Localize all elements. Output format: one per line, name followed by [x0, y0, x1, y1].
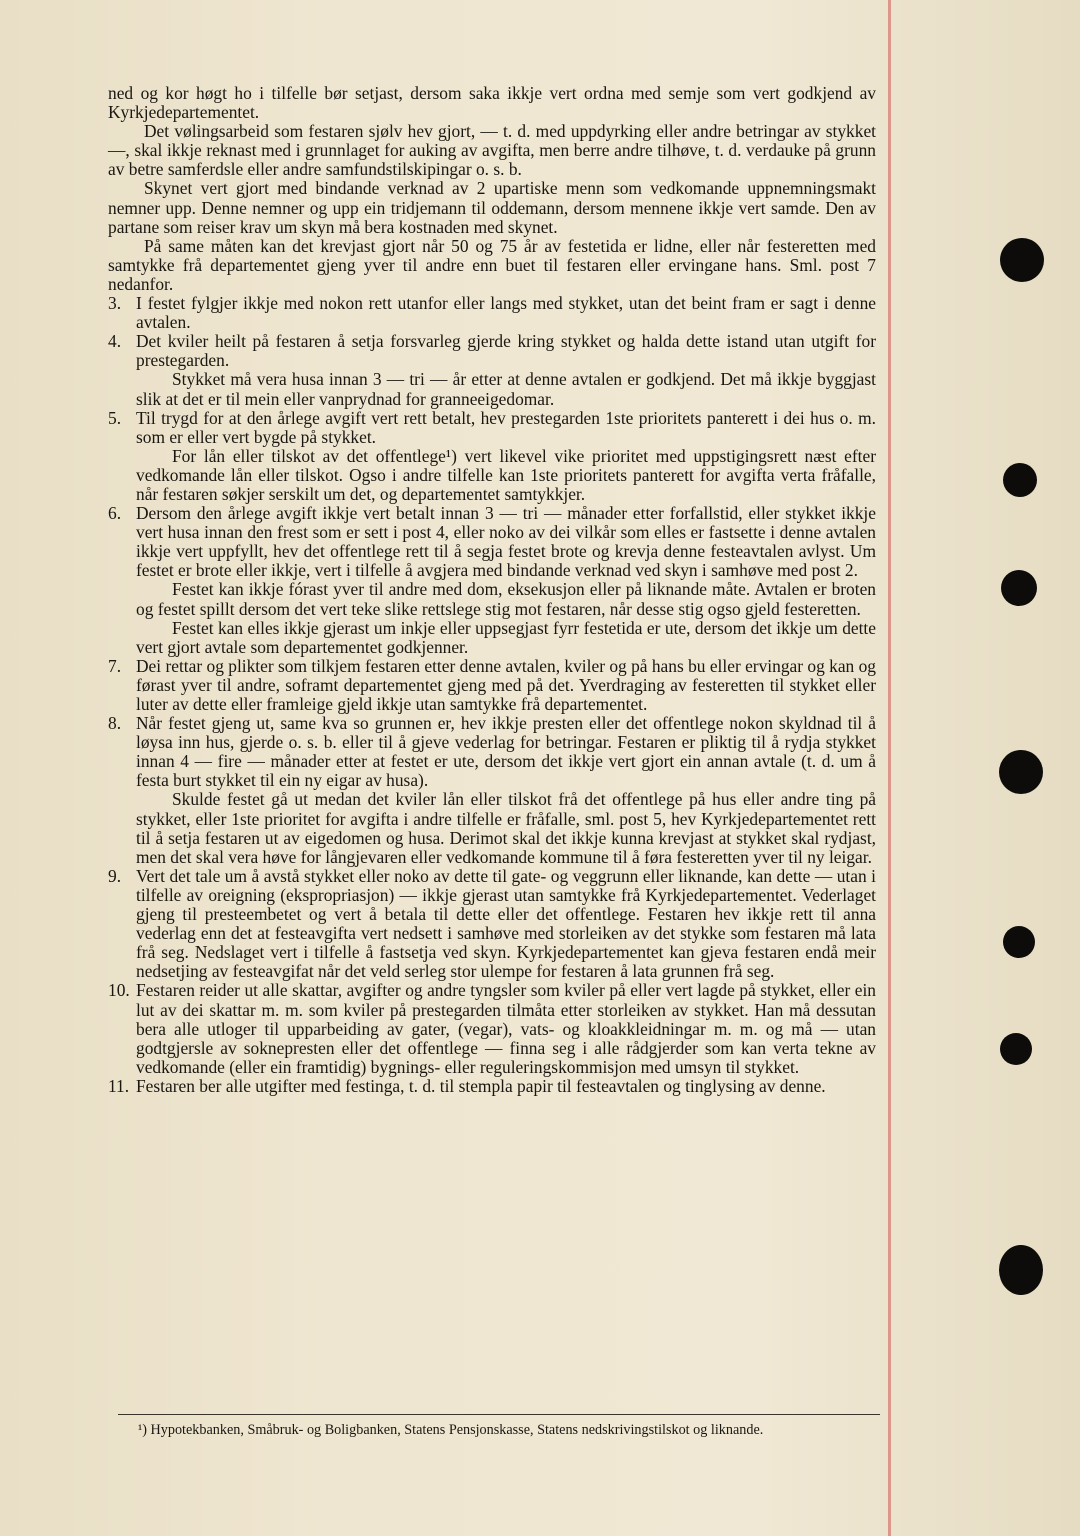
paragraph: ned og kor høgt ho i tilfelle bør setjast, dersom saka ikkje vert ordna med semje som vert godkjend av Kyrkjedepartementet. [108, 83, 876, 123]
item-number: 3. [108, 293, 122, 314]
item-text: Til trygd for at den årlege avgift vert rett betalt, hev prestegarden 1ste prioritets panterett i dei hus o. m. som er eller vert bygde på stykket. [136, 407, 876, 447]
punch-hole [1000, 1033, 1032, 1065]
footnote-text: Hypotekbanken, Småbruk- og Boligbanken, Statens Pensjonskasse, Statens nedskrivingstilskot og liknande. [150, 1422, 764, 1438]
item-number: 9. [108, 865, 122, 886]
item-subparagraph: Festet kan elles ikkje gjerast um inkje eller uppsegjast fyrr festetida er ute, dersom det ikkje um dette vert gjort avtale som departementet godkjenner. [136, 617, 876, 657]
paragraph: På same måten kan det krevjast gjort når 50 og 75 år av festetida er lidne, eller når festeretten med samtykke frå departementet gjeng yver til andre enn buet til festaren eller ervingane hans. Sml. post 7 nedanfor. [108, 235, 876, 294]
numbered-item [108, 714, 876, 790]
item-number: 4. [108, 331, 122, 352]
margin-rule [888, 0, 891, 1536]
footnote-marker: ¹) [138, 1422, 147, 1438]
punch-hole [999, 1245, 1043, 1295]
item-subparagraph: Skulde festet gå ut medan det kviler lån eller tilskot frå det offentlege på hus eller andre ting på stykket, eller 1ste prioritet for avgifta i andre tilfelle er fråfalle, sml. post 5, hev Kyrkjedepartementet rett til å setja festaren ut av eigedomen og husa. Derimot skal det ikkje kunna krevjast at stykket skal rydjast, men det skal vera høve for långjevaren eller vedkomande kommune til å føra festeretten yver til ny leigar. [136, 789, 876, 867]
numbered-item [108, 504, 876, 580]
item-number: 8. [108, 713, 122, 734]
numbered-item [108, 867, 876, 982]
item-text: Når festet gjeng ut, same kva so grunnen er, hev ikkje presten eller det offentlege nokon skyldnad til å løysa inn hus, gjerde o. s. b. eller til å gjeve vederlag for betringar. Festaren er pliktig til å rydja stykket innan 4 — fire — månader etter at festet er ute, dersom det ikkje vert gjort ein annan avtale (t. d. um å festa burt stykket til ein ny eigar av husa). [136, 713, 876, 791]
paragraph: Skynet vert gjort med bindande verknad av 2 upartiske menn som vedkomande uppnemningsmakt nemner upp. Denne nemner og upp ein tridjemann til oddemann, dersom mennene ikkje vert samde. Den av partane som reiser krav um skyn må bera kostnaden med skynet. [108, 178, 876, 237]
item-number: 7. [108, 655, 122, 676]
numbered-item [108, 294, 876, 332]
item-text: Dersom den årlege avgift ikkje vert betalt innan 3 — tri — månader etter forfallstid, eller stykket ikkje vert husa innan den frest som er sett i post 4, eller noko av dei vilkår som elles er fastsette i denne avtalen ikkje vert uppfyllt, hev det offentlege rett til å segja festet brote og krevja denne festeavtalen avlyst. Um festet er brote eller ikkje, vert i tilfelle å avgjera med bindande verknad ved skyn i samhøve med post 2. [136, 503, 876, 581]
item-text: Festaren reider ut alle skattar, avgifter og andre tyngsler som kviler på eller vert lagde på stykket, eller ein lut av dei skattar m. m. som kviler på prestegarden tilmåta etter storleiken av stykket. Han må dessutan bera alle utloger til upparbeiding av gater, (vegar), vats- og kloakkleidningar m. m. og må — utan godtgjersle av soknepresten eller det offentlege — finna seg i alle rådgjerder som kan verta tekne av vedkomande (eller ein framtidig) bygnings- eller reguleringskommisjon med umsyn til stykket. [136, 980, 876, 1077]
item-number: 10. [108, 980, 130, 1001]
numbered-item [108, 332, 876, 370]
footnote-rule [118, 1414, 880, 1415]
item-text: Vert det tale um å avstå stykket eller noko av dette til gate- og veggrunn eller liknande, kan dette — utan i tilfelle av oreigning (ekspropriasjon) — ikkje gjerast utan samtykke frå Kyrkjedepartementet. Vederlaget gjeng til presteembetet og vert å betala til dette eller det offentlege. Festaren hev ikkje rett til anna vederlag enn det at festeavgifta vert nedsett i samhøve med storleiken av det stykke som festaren må lata frå seg. Nedslaget vert i tilfelle å fastsetja ved skyn. Kyrkjedepartementet kan gjeva festaren endå meir nedsetjing av festeavgifat når det veld serleg stor ulempe for festaren å lata grunnen frå seg. [136, 865, 876, 982]
numbered-item [108, 657, 876, 714]
item-number: 5. [108, 407, 122, 428]
punch-hole [999, 750, 1043, 794]
item-text: Det kviler heilt på festaren å setja forsvarleg gjerde kring stykket og halda dette istand utan utgift for prestegarden. [136, 331, 876, 371]
punch-hole [1001, 570, 1037, 606]
numbered-item [108, 1077, 876, 1096]
item-text: I festet fylgjer ikkje med nokon rett utanfor eller langs med stykket, utan det beint fram er sagt i denne avtalen. [136, 293, 876, 333]
numbered-item [108, 409, 876, 447]
item-text: Dei rettar og plikter som tilkjem festaren etter denne avtalen, kviler og på hans bu eller ervingar og kan og førast yver til andre, soframt departementet gjeng med på det. Yverdraging av festeretten til stykket eller luter av dette eller framleige gjeld ikkje utan samtykke frå departementet. [136, 655, 876, 714]
item-number: 11. [108, 1075, 130, 1096]
punch-hole [1003, 926, 1035, 958]
item-subparagraph: Festet kan ikkje fórast yver til andre med dom, eksekusjon eller på liknande måte. Avtalen er broten og festet spillt dersom det vert teke slike rettslege stig mot festaren, når desse stig ogso gjeld festeretten. [136, 579, 876, 619]
footnote [138, 1421, 878, 1439]
paragraph: Det vølingsarbeid som festaren sjølv hev gjort, — t. d. med uppdyrking eller andre betringar av stykket —, skal ikkje reknast med i grunnlaget for auking av avgifta, men berre andre tilhøve, t. d. verdauke på grunn av betre samferdsle eller andre samfundstilskipingar o. s. b. [108, 121, 876, 180]
item-subparagraph: Stykket må vera husa innan 3 — tri — år etter at denne avtalen er godkjend. Det må ikkje byggjast slik at det er til mein eller vanprydnad for granneeigedomar. [136, 369, 876, 409]
punch-hole [1000, 238, 1044, 282]
item-number: 6. [108, 503, 122, 524]
document-body [108, 84, 876, 1096]
numbered-item [108, 981, 876, 1076]
punch-hole [1003, 463, 1037, 497]
item-text: Festaren ber alle utgifter med festinga, t. d. til stempla papir til festeavtalen og tinglysing av denne. [136, 1075, 826, 1096]
item-subparagraph: For lån eller tilskot av det offentlege¹) vert likevel vike prioritet med uppstigingsrett næst efter vedkomande lån eller tilskot. Ogso i andre tilfelle kan 1ste prioritets panterett for avgifta verta fråfalle, når festaren søkjer serskilt um det, og departementet samtykkjer. [136, 445, 876, 504]
numbered-items [108, 294, 876, 1096]
